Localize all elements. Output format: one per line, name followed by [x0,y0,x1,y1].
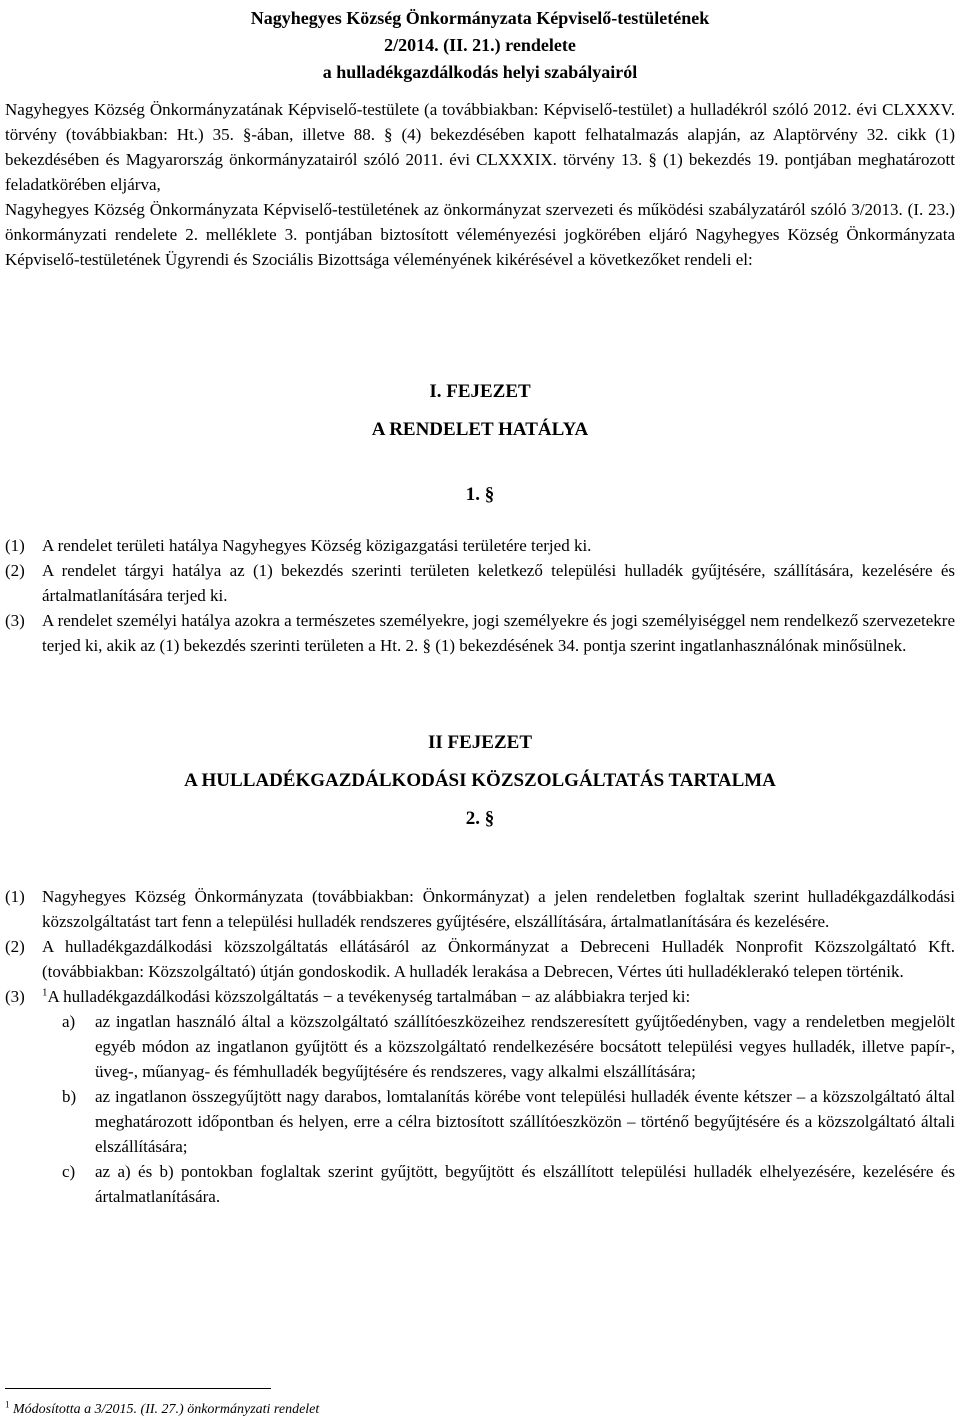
chapter-1-subtitle: A RENDELET HATÁLYA [371,419,589,440]
footnote-number: 1 [5,1399,10,1410]
section-2-number: 2. § [465,808,495,829]
paragraph-text: A rendelet tárgyi hatálya az (1) bekezdés szerinti területen keletkező települési hulladék gyűjtésére, szállítására, kezelésére és ártalmatlanítására terjed ki. [42,561,955,605]
paragraph-text: A rendelet területi hatálya Nagyhegyes Község közigazgatási területére terjed ki. [42,536,592,555]
paragraph-text: A rendelet személyi hatálya azokra a természetes személyekre, jogi személyekre és jogi személyiséggel nem rendelkező szervezetekre terjed ki, akik az (1) bekezdés szerinti területen a Ht. 2. § (1) bekezdésének 34. pontja szerint ingatlanhasználónak minősülnek. [42,611,955,655]
chapter-2-subtitle: A HULLADÉKGAZDÁLKODÁSI KÖZSZOLGÁLTATÁS TARTALMA [184,770,776,791]
footnote-reference[interactable]: 1 [42,986,48,999]
footnote-text: Módosította a 3/2015. (II. 27.) önkormányzati rendelet [13,1402,320,1417]
document-title [0,5,960,86]
footnote [5,1400,319,1420]
paragraph-number: (2) [5,561,25,580]
list-item-c [5,1159,955,1209]
paragraph-2-1 [5,884,955,934]
paragraph-2-2 [5,934,955,984]
paragraph-text: A hulladékgazdálkodási közszolgáltatás ellátásáról az Önkormányzat a Debreceni Hulladék Nonprofit Közszolgáltató Kft. (továbbiakban: Közszolgáltató) útján gondoskodik. A hulladék lerakása a Debrecen, Vértes úti hulladéklerakó telepen történik. [42,937,955,981]
section-1-paragraphs [5,533,955,658]
list-item-text: az ingatlanon összegyűjtött nagy darabos, lomtalanítás körébe vont települési hulladék évente kétszer – a közszolgáltató által meghatározott időpontban és helyen, erre a célra biztosított szállítóeszközön – történő begyűjtésére és a közszolgáltató általi elszállítására; [95,1087,955,1156]
list-item-a [5,1009,955,1084]
paragraph-2-3 [5,984,955,1009]
chapter-2-title: II FEJEZET [427,732,532,753]
paragraph-1-1 [5,533,955,558]
paragraph-number: (1) [5,887,25,906]
list-item-b [5,1084,955,1159]
paragraph-text: A hulladékgazdálkodási közszolgáltatás − a tevékenység tartalmában − az alábbiakra terjed ki: [47,987,691,1006]
paragraph-text: Nagyhegyes Község Önkormányzata (továbbiakban: Önkormányzat) a jelen rendeletben foglaltak szerint hulladékgazdálkodási közszolgáltatást tart fenn a települési hulladék rendszeres gyűjtésére, elszállítására, ártalmatlanítására és kezelésére. [42,887,955,931]
list-item-letter: b) [62,1087,77,1106]
preamble-text-2: Nagyhegyes Község Önkormányzata Képviselő-testületének az önkormányzat szervezeti és működési szabályzatáról szóló 3/2013. (I. 23.) önkormányzati rendelete 2. melléklete 3. pontjában biztosított véleményezési jogkörében eljáró Nagyhegyes Község Önkormányzata Képviselő-testületének Ügyrendi és Szociális Bizottsága véleményének kikérésével a következőket rendeli el: [5,200,955,269]
paragraph-number: (3) [5,987,25,1006]
title-line-1: Nagyhegyes Község Önkormányzata Képviselő-testületének [250,8,710,28]
paragraph-number: (1) [5,536,25,555]
title-line-2: 2/2014. (II. 21.) rendelete [384,35,576,55]
chapter-1-title: I. FEJEZET [429,381,531,402]
chapter-1-heading [0,373,960,449]
title-line-3: a hulladékgazdálkodás helyi szabályairól [322,62,638,82]
paragraph-1-2 [5,558,955,608]
paragraph-1-3 [5,608,955,658]
paragraph-number: (3) [5,611,25,630]
sublist [5,1009,955,1209]
section-2-paragraphs [5,884,955,1209]
chapter-2-heading [0,724,960,800]
list-item-text: az ingatlan használó által a közszolgáltató szállítóeszközeihez rendszeresített gyűjtőedényben, vagy a rendeletben megjelölt egyéb módon az ingatlanon gyűjtött és a közszolgáltató rendelkezésére bocsátott települési vegyes hulladék, illetve papír-, üveg-, műanyag- és fémhulladék begyűjtésére és rendszeres, vagy alkalmi elszállítására; [95,1012,955,1081]
preamble [5,97,955,272]
list-item-text: az a) és b) pontokban foglaltak szerint gyűjtött, begyűjtött és elszállított települési hulladék elhelyezésére, kezelésére és ártalmatlanítására. [95,1162,955,1206]
list-item-letter: c) [62,1162,76,1181]
list-item-letter: a) [62,1012,76,1031]
section-1-number: 1. § [465,484,495,505]
footnote-separator [5,1388,271,1389]
paragraph-number: (2) [5,937,25,956]
preamble-text: Nagyhegyes Község Önkormányzatának Képviselő-testülete (a továbbiakban: Képviselő-testület) a hulladékról szóló 2012. évi CLXXXV. törvény (továbbiakban: Ht.) 35. §-ában, illetve 88. § (4) bekezdésében kapott felhatalmazás alapján, az Alaptörvény 32. cikk (1) bekezdésében és Magyarország önkormányzatairól szóló 2011. évi CLXXXIX. törvény 13. § (1) bekezdés 19. pontjában meghatározott feladatkörében eljárva, [5,100,955,194]
